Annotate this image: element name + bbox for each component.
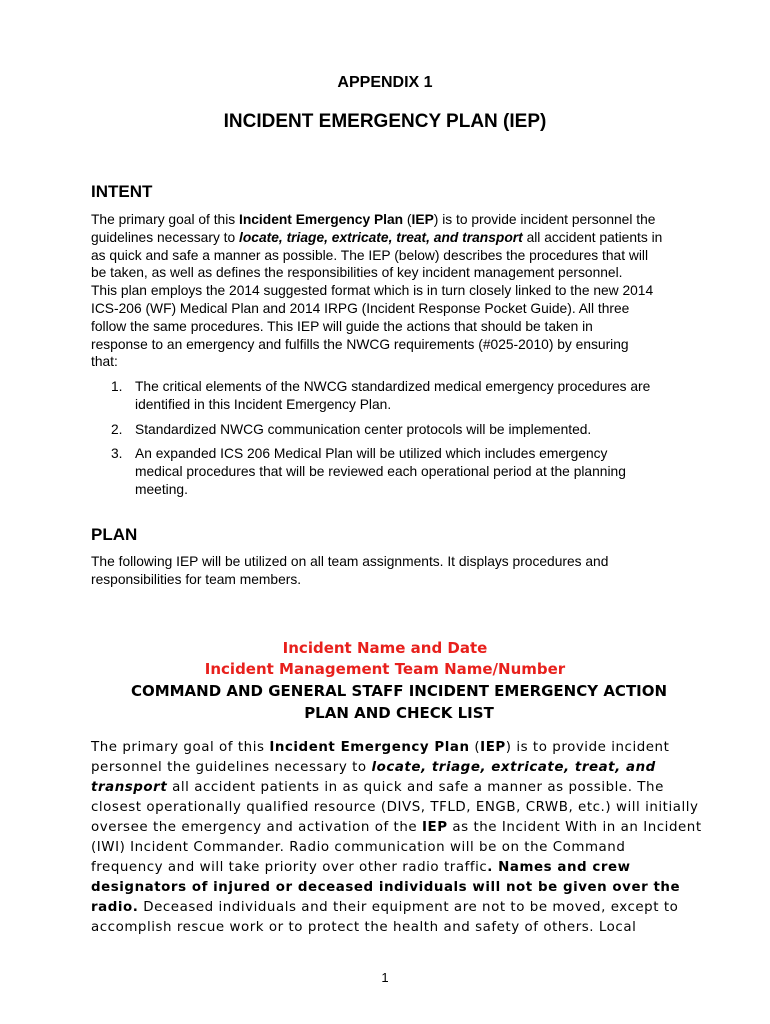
checklist-title — [0, 680, 770, 724]
checklist-line — [91, 778, 711, 798]
text-run: ) is to provide incident — [505, 740, 670, 755]
text-run: ( — [469, 740, 481, 755]
intent-line — [91, 229, 721, 247]
checklist-line — [91, 898, 711, 918]
plan-line: The following IEP will be utilized on all team assignments. It displays procedures and — [91, 554, 609, 569]
intent-paragraph — [91, 211, 721, 371]
text-run: all accident patients in as quick and safe a manner as possible. The — [167, 780, 664, 795]
checklist-line — [91, 758, 711, 778]
list-item-text: identified in this Incident Emergency Plan. — [135, 396, 392, 412]
checklist-line: accomplish rescue work or to protect the health and safety of others. Local — [91, 920, 637, 935]
bold-run: radio. — [91, 900, 139, 915]
checklist-line — [91, 738, 711, 758]
intent-line: This plan employs the 2014 suggested format which is in turn closely linked to the new 2014 — [91, 283, 654, 299]
bold-italic-run: locate, triage, extricate, treat, and transport — [239, 229, 523, 245]
checklist-line — [91, 818, 711, 838]
text-run: guidelines necessary to — [91, 229, 240, 245]
intent-line: as quick and safe a manner as possible. The IEP (below) describes the procedures that will — [91, 247, 649, 263]
bold-run: . Names and crew — [487, 860, 631, 875]
text-run: The primary goal of this — [91, 740, 270, 755]
plan-heading: PLAN — [91, 525, 138, 544]
incident-name-date: Incident Name and Date — [282, 639, 488, 657]
list-item-text: Standardized NWCG communication center protocols will be implemented. — [135, 421, 592, 437]
numbered-list — [111, 378, 731, 506]
intent-heading: INTENT — [91, 182, 153, 201]
team-name-number: Incident Management Team Name/Number — [204, 660, 566, 678]
list-item-text: The critical elements of the NWCG standardized medical emergency procedures are — [135, 379, 651, 394]
appendix-label: APPENDIX 1 — [337, 74, 433, 91]
text-run: personnel the guidelines necessary to — [91, 760, 372, 775]
text-run: Deceased individuals and their equipment are not to be moved, except to — [138, 900, 679, 915]
list-item-text: meeting. — [135, 481, 188, 497]
intent-line: follow the same procedures. This IEP will guide the actions that should be taken in — [91, 318, 593, 334]
checklist-title-line: PLAN AND CHECK LIST — [304, 704, 494, 722]
bold-run: IEP — [421, 820, 448, 835]
text-run: ) is to provide incident personnel the — [433, 212, 656, 227]
checklist-paragraph — [91, 738, 711, 938]
list-number: 2. — [111, 421, 123, 437]
page-number: 1 — [381, 970, 389, 985]
list-item-text: An expanded ICS 206 Medical Plan will be utilized which includes emergency — [135, 446, 608, 462]
bold-run: Incident Emergency Plan — [239, 212, 404, 227]
text-run: as the Incident With in an Incident — [447, 820, 702, 835]
list-item — [111, 445, 731, 498]
list-item-text: medical procedures that will be reviewed each operational period at the planning — [135, 464, 626, 480]
checklist-line: closest operationally qualified resource (DIVS, TFLD, ENGB, CRWB, etc.) will initially — [91, 800, 699, 815]
text-run: The primary goal of this — [91, 212, 239, 227]
checklist-title-line: COMMAND AND GENERAL STAFF INCIDENT EMERGENCY ACTION — [130, 682, 668, 700]
intent-line: be taken, as well as defines the responsibilities of key incident management personnel. — [91, 265, 623, 281]
plan-paragraph — [91, 553, 721, 589]
list-item — [111, 378, 731, 414]
page-title: INCIDENT EMERGENCY PLAN (IEP) — [223, 111, 547, 132]
bold-run: Incident Emergency Plan — [269, 740, 470, 755]
text-run: all accident patients in — [522, 229, 663, 245]
checklist-line — [91, 878, 711, 898]
text-run: ( — [403, 212, 412, 227]
text-run: oversee the emergency and activation of the — [91, 820, 422, 835]
list-number: 3. — [111, 446, 123, 462]
intent-line: that: — [91, 354, 118, 370]
bold-run: designators of injured or deceased individuals will not be given over the — [91, 880, 681, 895]
checklist-line — [91, 858, 711, 878]
list-item — [111, 421, 731, 439]
bold-run: IEP — [480, 740, 506, 755]
intent-line: ICS-206 (WF) Medical Plan and 2014 IRPG (Incident Response Pocket Guide). All three — [91, 300, 630, 316]
checklist-line: (IWI) Incident Commander. Radio communication will be on the Command — [91, 840, 626, 855]
bold-italic-run: locate, triage, extricate, treat, and — [371, 760, 656, 775]
list-number: 1. — [111, 379, 123, 394]
plan-line: responsibilities for team members. — [91, 571, 302, 587]
text-run: frequency and will take priority over other radio traffic — [91, 860, 488, 875]
bold-run: IEP — [411, 212, 434, 227]
bold-italic-run: transport — [91, 780, 168, 795]
intent-line — [91, 211, 721, 229]
intent-line: response to an emergency and fulfills the NWCG requirements (#025-2010) by ensuring — [91, 336, 629, 352]
